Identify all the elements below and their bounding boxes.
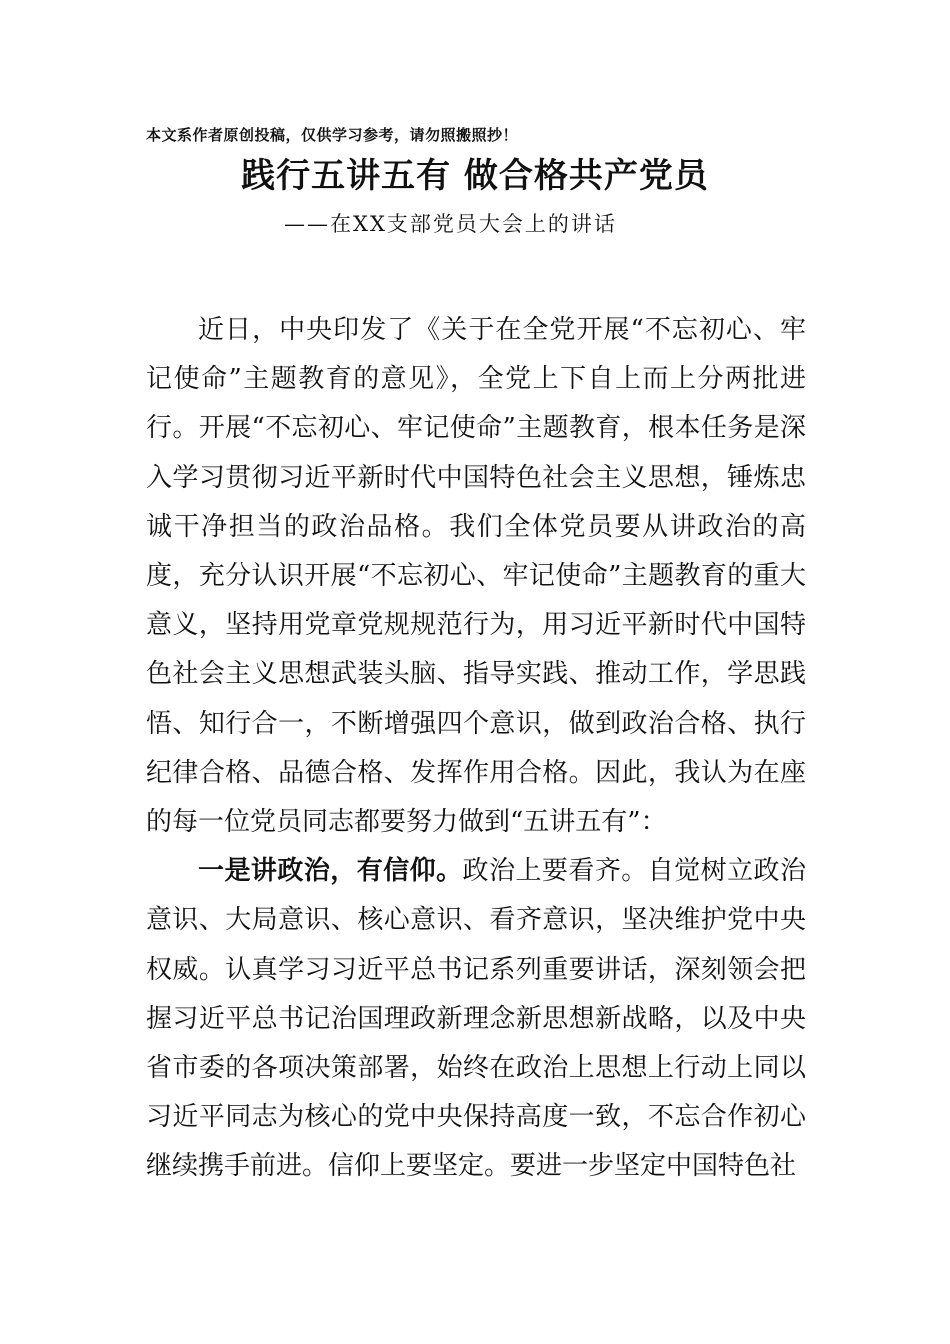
paragraph-point-one bbox=[146, 847, 806, 1191]
document-title: 践行五讲五有 做合格共产党员 bbox=[241, 156, 709, 196]
paragraph-point-one-text: 政治上要看齐。自觉树立政治意识、大局意识、核心意识、看齐意识，坚决维护党中央权威。认真学习习近平总书记系列重要讲话，深刻领会把握习近平总书记治国理政新理念新思想新战略，以及中央省市委的各项决策部署，始终在政治上思想上行动上同以习近平同志为核心的党中央保持高度一致，不忘合作初心继续携手前进。信仰上要坚定。要进一步坚定中国特色社 bbox=[146, 856, 806, 1182]
document-body bbox=[146, 306, 806, 1192]
document-subtitle: ——在XX支部党员大会上的讲话 bbox=[284, 212, 617, 236]
copyright-notice: 本文系作者原创投稿，仅供学习参考，请勿照搬照抄！ bbox=[146, 126, 519, 144]
paragraph-intro-text: 近日，中央印发了《关于在全党开展“不忘初心、牢记使命”主题教育的意见》，全党上下自上而上分两批进行。开展“不忘初心、牢记使命”主题教育，根本任务是深入学习贯彻习近平新时代中国特色社会主义思想，锤炼忠诚干净担当的政治品格。我们全体党员要从讲政治的高度，充分认识开展“不忘初心、牢记使命”主题教育的重大意义，坚持用党章党规规范行为，用习近平新时代中国特色社会主义思想武装头脑、指导实践、推动工作，学思践悟、知行合一，不断增强四个意识，做到政治合格、执行纪律合格、品德合格、发挥作用合格。因此，我认为在座的每一位党员同志都要努力做到“五讲五有”： bbox=[146, 315, 806, 838]
paragraph-point-one-lead: 一是讲政治，有信仰。 bbox=[198, 856, 463, 887]
paragraph-intro bbox=[146, 306, 806, 847]
